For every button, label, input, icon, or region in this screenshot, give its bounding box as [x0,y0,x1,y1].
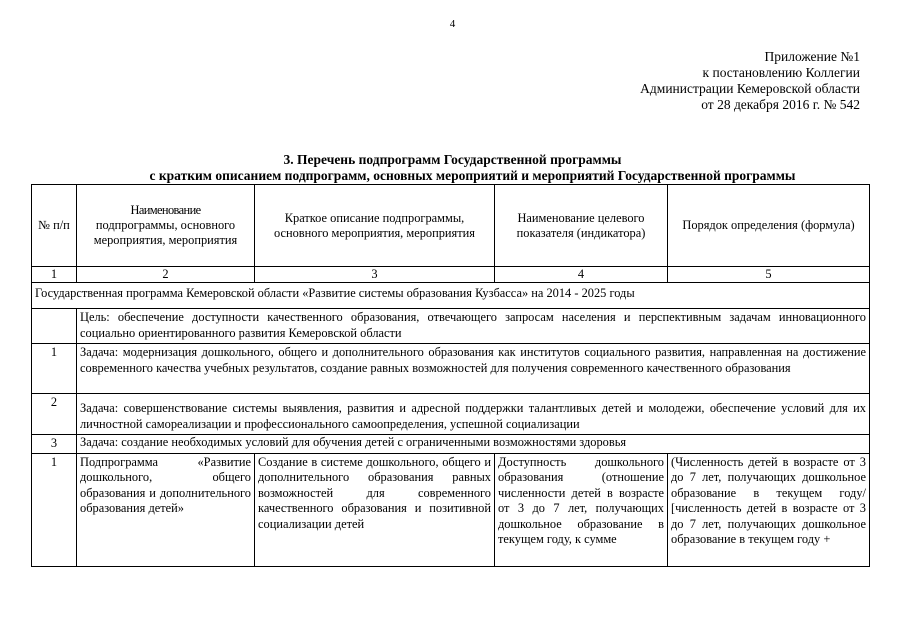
task-row [32,394,870,435]
header-description: Краткое описание подпрограммы, основного мероприятия, мероприятия [255,185,495,267]
page-number: 4 [449,18,456,30]
column-number: 4 [495,267,668,283]
subprogram-name: Подпрограмма «Развитие дошкольного, общего образования и дополнительного образования детей» [77,453,255,566]
subprogram-indicator: Доступность дошкольного образования (отношение численности детей в возрасте от 3 до 7 лет, получающих дошкольное образование в текущем году, к сумме [495,453,668,566]
column-number: 5 [668,267,870,283]
task-row [32,435,870,454]
heading-line-1: 3. Перечень подпрограмм Государственной программы [283,152,622,167]
subprogram-description: Создание в системе дошкольного, общего и дополнительного образования равных возможностей для современного качественного образования и позитивной социализации детей [255,453,495,566]
appendix-line-1: Приложение №1 [764,49,860,64]
subprogram-formula: (Численность детей в возрасте от 3 до 7 лет, получающих дошкольное образование в текущем году/ [численность детей в возрасте от 3 до 7 лет, получающих дошкольное образование в текущем году + [668,453,870,566]
header-number: № п/п [32,185,77,267]
goal-text: Цель: обеспечение доступности качественного образования, отвечающего запросам населения и перспективным задачам инновационного социально ориентированного развития Кемеровской области [77,309,870,344]
column-numbers-row [32,267,870,283]
appendix-line-4: от 28 декабря 2016 г. № 542 [701,97,860,112]
header-name-rest: подпрограммы, основного мероприятия, мероприятия [93,218,238,247]
task-text: Задача: модернизация дошкольного, общего и дополнительного образования как институтов социального развития, направленная на достижение современного качества учебных результатов, создание равных возможностей для получения современного качественного образования [77,344,870,394]
header-formula: Порядок определения (формула) [668,185,870,267]
column-number: 3 [255,267,495,283]
task-number: 3 [32,435,77,454]
heading-line-2: с кратким описанием подпрограмм, основных мероприятий и мероприятий Государственной программы [149,168,796,183]
header-name-top: Наименование [130,203,201,217]
column-number: 1 [32,267,77,283]
subprogram-number: 1 [32,453,77,566]
task-number: 2 [32,394,77,435]
appendix-block [560,49,860,113]
header-indicator: Наименование целевого показателя (индикатора) [495,185,668,267]
goal-number-cell [32,309,77,344]
program-title: Государственная программа Кемеровской области «Развитие системы образования Кузбасса» на 2014 - 2025 годы [32,283,870,309]
subprograms-table [31,184,870,567]
appendix-line-2: к постановлению Коллегии [702,65,860,80]
task-row [32,344,870,394]
table-header-row [32,185,870,267]
goal-row [32,309,870,344]
header-name [77,185,255,267]
column-number: 2 [77,267,255,283]
appendix-line-3: Администрации Кемеровской области [640,81,860,96]
program-row [32,283,870,309]
subprogram-row [32,453,870,566]
task-text: Задача: совершенствование системы выявления, развития и адресной поддержки талантливых детей и молодежи, обеспечение условий для их личностной самореализации и профессионального самоопределения, успешной социализации [77,394,870,435]
task-number: 1 [32,344,77,394]
section-heading [0,152,905,184]
task-text: Задача: создание необходимых условий для обучения детей с ограниченными возможностями здоровья [77,435,870,454]
